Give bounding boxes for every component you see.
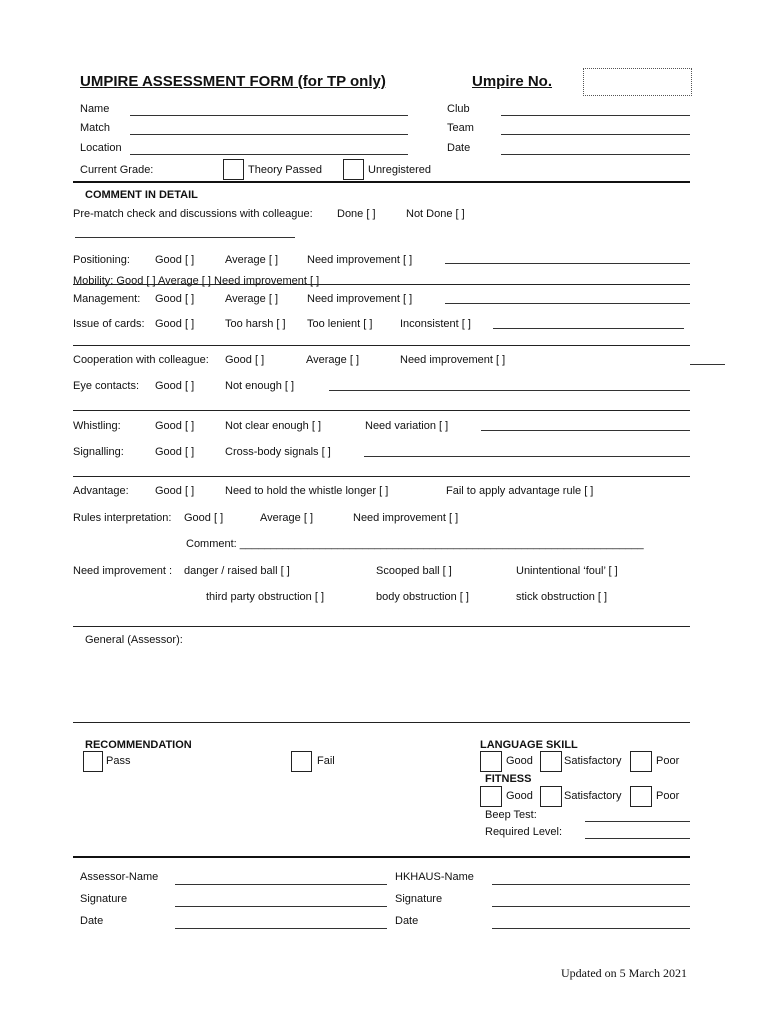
cards-lenient-option[interactable]: Too lenient [ ] bbox=[307, 318, 373, 330]
cards-good-option[interactable]: Good [ ] bbox=[155, 318, 195, 330]
need-improvement-label: Need improvement : bbox=[73, 565, 173, 577]
pass-label: Pass bbox=[106, 755, 131, 767]
required-level-label: Required Level: bbox=[485, 826, 563, 838]
language-satisfactory-label: Satisfactory bbox=[564, 755, 622, 767]
prematch-comment-line[interactable] bbox=[75, 237, 295, 238]
team-field[interactable] bbox=[501, 134, 690, 135]
third-party-option[interactable]: third party obstruction [ ] bbox=[206, 591, 324, 603]
beep-test-label: Beep Test: bbox=[485, 809, 537, 821]
match-field[interactable] bbox=[130, 134, 408, 135]
whistling-good-option[interactable]: Good [ ] bbox=[155, 420, 195, 432]
prematch-done-option[interactable]: Done [ ] bbox=[337, 208, 376, 220]
divider bbox=[73, 856, 690, 858]
name-label: Name bbox=[80, 103, 110, 115]
management-label: Management: bbox=[73, 293, 141, 305]
advantage-good-option[interactable]: Good [ ] bbox=[155, 485, 195, 497]
signalling-comment-line[interactable] bbox=[364, 456, 690, 457]
fitness-poor-checkbox[interactable] bbox=[630, 786, 652, 807]
cooperation-need-option[interactable]: Need improvement [ ] bbox=[400, 354, 506, 366]
stick-obstruction-option[interactable]: stick obstruction [ ] bbox=[516, 591, 608, 603]
assessor-signature-label: Signature bbox=[80, 893, 128, 905]
positioning-good-option[interactable]: Good [ ] bbox=[155, 254, 195, 266]
language-poor-checkbox[interactable] bbox=[630, 751, 652, 772]
divider bbox=[73, 476, 690, 477]
name-field[interactable] bbox=[130, 115, 408, 116]
mobility-row-text: Mobility: Good [ ] Average [ ] Need improvement [ ] bbox=[73, 275, 320, 287]
assessor-name-field[interactable] bbox=[175, 884, 387, 885]
hkhaus-name-field[interactable] bbox=[492, 884, 690, 885]
hkhaus-date-label: Date bbox=[395, 915, 419, 927]
rules-need-option[interactable]: Need improvement [ ] bbox=[353, 512, 459, 524]
hkhaus-signature-label: Signature bbox=[395, 893, 443, 905]
whistling-not-clear-option[interactable]: Not clear enough [ ] bbox=[225, 420, 322, 432]
whistling-label: Whistling: bbox=[73, 420, 121, 432]
management-average-option[interactable]: Average [ ] bbox=[225, 293, 278, 305]
date-field[interactable] bbox=[501, 154, 690, 155]
beep-test-field[interactable] bbox=[585, 821, 690, 822]
cooperation-comment-line[interactable] bbox=[690, 364, 725, 365]
signalling-label: Signalling: bbox=[73, 446, 124, 458]
divider bbox=[73, 626, 690, 627]
club-label: Club bbox=[447, 103, 470, 115]
current-grade-label: Current Grade: bbox=[80, 164, 154, 176]
cards-inconsistent-option[interactable]: Inconsistent [ ] bbox=[400, 318, 471, 330]
fitness-satisfactory-label: Satisfactory bbox=[564, 790, 622, 802]
unintentional-option[interactable]: Unintentional ‘foul’ [ ] bbox=[516, 565, 618, 577]
fitness-satisfactory-checkbox[interactable] bbox=[540, 786, 562, 807]
prematch-label: Pre-match check and discussions with colleague: bbox=[73, 208, 313, 220]
management-good-option[interactable]: Good [ ] bbox=[155, 293, 195, 305]
hkhaus-name-label: HKHAUS-Name bbox=[395, 871, 474, 883]
recommendation-heading: RECOMMENDATION bbox=[85, 739, 192, 751]
general-comment-area[interactable] bbox=[73, 650, 690, 720]
eye-not-enough-option[interactable]: Not enough [ ] bbox=[225, 380, 295, 392]
eye-label: Eye contacts: bbox=[73, 380, 140, 392]
positioning-need-option[interactable]: Need improvement [ ] bbox=[307, 254, 413, 266]
date-label: Date bbox=[447, 142, 471, 154]
positioning-label: Positioning: bbox=[73, 254, 130, 266]
language-heading: LANGUAGE SKILL bbox=[480, 739, 578, 751]
required-level-field[interactable] bbox=[585, 838, 690, 839]
fail-label: Fail bbox=[317, 755, 335, 767]
theory-passed-checkbox[interactable] bbox=[223, 159, 244, 180]
signalling-good-option[interactable]: Good [ ] bbox=[155, 446, 195, 458]
team-label: Team bbox=[447, 122, 474, 134]
cooperation-average-option[interactable]: Average [ ] bbox=[306, 354, 359, 366]
assessor-signature-field[interactable] bbox=[175, 906, 387, 907]
theory-passed-label: Theory Passed bbox=[248, 164, 322, 176]
hkhaus-date-field[interactable] bbox=[492, 928, 690, 929]
fitness-good-label: Good bbox=[506, 790, 533, 802]
match-label: Match bbox=[80, 122, 110, 134]
management-need-option[interactable]: Need improvement [ ] bbox=[307, 293, 413, 305]
language-good-checkbox[interactable] bbox=[480, 751, 502, 772]
body-obstruction-option[interactable]: body obstruction [ ] bbox=[376, 591, 469, 603]
assessor-name-label: Assessor-Name bbox=[80, 871, 159, 883]
unregistered-checkbox[interactable] bbox=[343, 159, 364, 180]
rules-label: Rules interpretation: bbox=[73, 512, 172, 524]
assessor-date-label: Date bbox=[80, 915, 104, 927]
whistling-variation-option[interactable]: Need variation [ ] bbox=[365, 420, 449, 432]
rules-comment-field[interactable]: Comment: __________________________________________________________________ bbox=[186, 538, 644, 550]
unregistered-label: Unregistered bbox=[368, 164, 431, 176]
cards-comment-line[interactable] bbox=[493, 328, 684, 329]
rules-average-option[interactable]: Average [ ] bbox=[260, 512, 313, 524]
hkhaus-signature-field[interactable] bbox=[492, 906, 690, 907]
fail-checkbox[interactable] bbox=[291, 751, 312, 772]
prematch-not-done-option[interactable]: Not Done [ ] bbox=[406, 208, 465, 220]
language-poor-label: Poor bbox=[656, 755, 680, 767]
signalling-cross-option[interactable]: Cross-body signals [ ] bbox=[225, 446, 331, 458]
club-field[interactable] bbox=[501, 115, 690, 116]
fitness-heading: FITNESS bbox=[485, 773, 532, 785]
language-good-label: Good bbox=[506, 755, 533, 767]
general-label: General (Assessor): bbox=[85, 634, 183, 646]
positioning-comment-line[interactable] bbox=[445, 263, 690, 264]
advantage-hold-option[interactable]: Need to hold the whistle longer [ ] bbox=[225, 485, 389, 497]
umpire-no-label: Umpire No. bbox=[472, 73, 553, 90]
cards-harsh-option[interactable]: Too harsh [ ] bbox=[225, 318, 286, 330]
divider bbox=[73, 410, 690, 411]
management-comment-line[interactable] bbox=[445, 303, 690, 304]
updated-note: Updated on 5 March 2021 bbox=[561, 966, 687, 980]
fitness-poor-label: Poor bbox=[656, 790, 680, 802]
danger-option[interactable]: danger / raised ball [ ] bbox=[184, 565, 290, 577]
form-title: UMPIRE ASSESSMENT FORM (for TP only) bbox=[80, 73, 386, 90]
divider bbox=[73, 284, 690, 285]
advantage-label: Advantage: bbox=[73, 485, 129, 497]
advantage-fail-option[interactable]: Fail to apply advantage rule [ ] bbox=[446, 485, 594, 497]
whistling-comment-line[interactable] bbox=[481, 430, 690, 431]
umpire-no-field[interactable] bbox=[583, 68, 692, 96]
location-field[interactable] bbox=[130, 154, 408, 155]
pass-checkbox[interactable] bbox=[83, 751, 103, 772]
cooperation-label: Cooperation with colleague: bbox=[73, 354, 209, 366]
divider bbox=[73, 181, 690, 183]
eye-comment-line[interactable] bbox=[329, 390, 690, 391]
language-satisfactory-checkbox[interactable] bbox=[540, 751, 562, 772]
cards-label: Issue of cards: bbox=[73, 318, 145, 330]
fitness-good-checkbox[interactable] bbox=[480, 786, 502, 807]
eye-good-option[interactable]: Good [ ] bbox=[155, 380, 195, 392]
cooperation-good-option[interactable]: Good [ ] bbox=[225, 354, 265, 366]
comment-heading: COMMENT IN DETAIL bbox=[85, 189, 198, 201]
rules-good-option[interactable]: Good [ ] bbox=[184, 512, 224, 524]
assessor-date-field[interactable] bbox=[175, 928, 387, 929]
divider bbox=[73, 722, 690, 723]
location-label: Location bbox=[80, 142, 122, 154]
positioning-average-option[interactable]: Average [ ] bbox=[225, 254, 278, 266]
scooped-option[interactable]: Scooped ball [ ] bbox=[376, 565, 452, 577]
divider bbox=[73, 345, 690, 346]
